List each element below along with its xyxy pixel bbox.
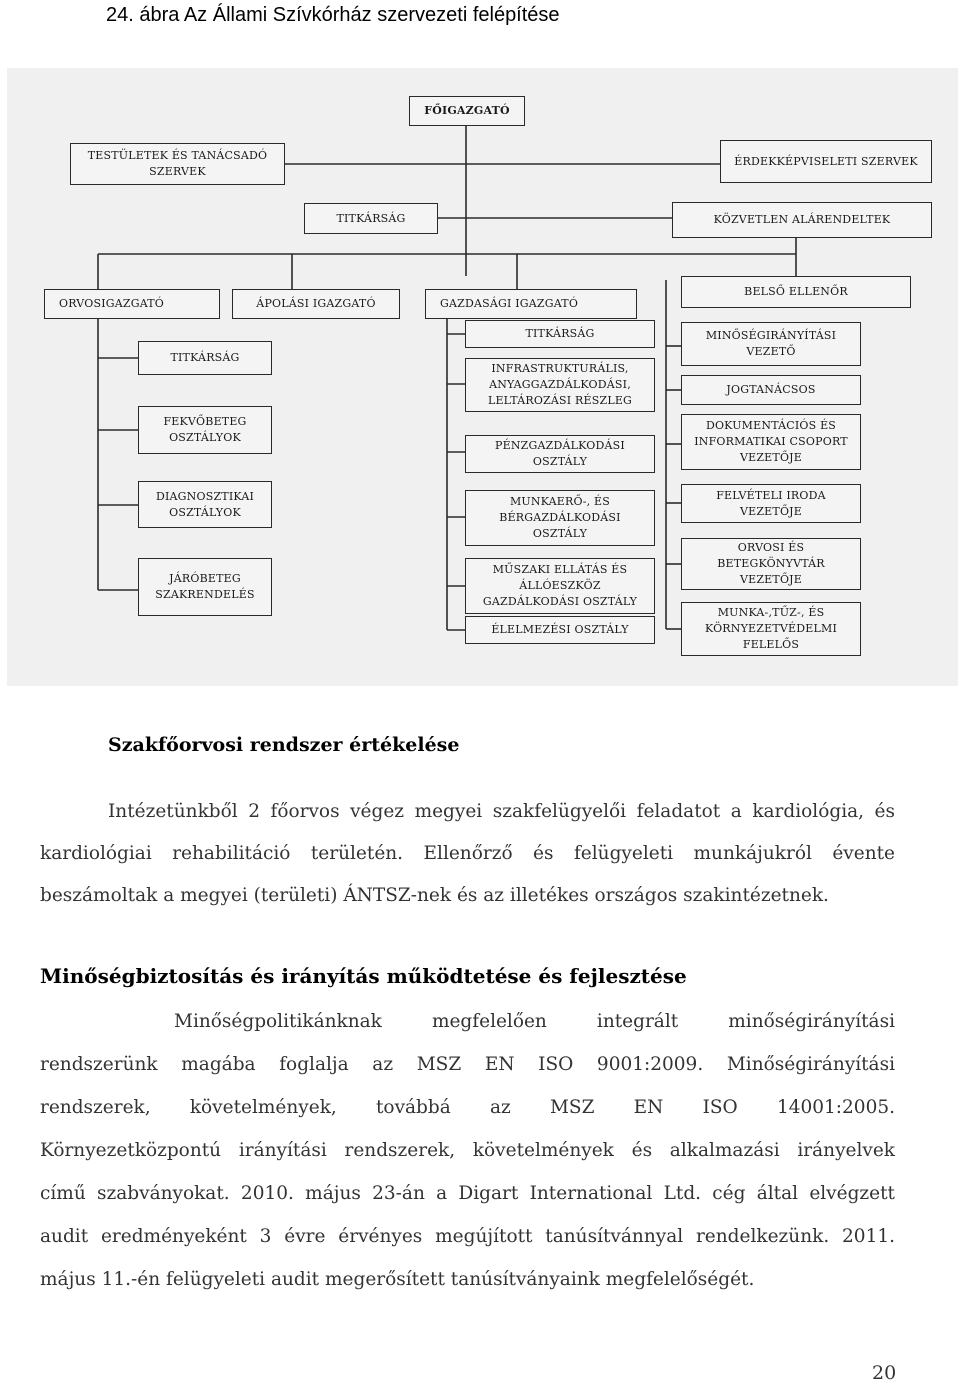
paragraph-minosegbiztositas — [40, 1010, 895, 1290]
box-munka-tuz: MUNKA-,TŰZ-, ÉS KÖRNYEZETVÉDELMI FELELŐS — [681, 602, 861, 656]
box-jogtanacsos: JOGTANÁCSOS — [681, 375, 861, 405]
box-penzgazdalkodasi: PÉNZGAZDÁLKODÁSI OSZTÁLY — [465, 435, 655, 473]
box-testuletek: TESTÜLETEK ÉS TANÁCSADÓ SZERVEK — [70, 143, 285, 185]
paragraph-line: című szabványokat. 2010. május 23-án a Digart International Ltd. cég által elvégzett — [40, 1183, 895, 1204]
paragraph-line: május 11.-én felügyeleti audit megerősített tanúsítványaink megfelelőségét. — [40, 1269, 755, 1290]
paragraph-szakfoorvosi — [40, 800, 895, 910]
box-apolasi-igazgato: ÁPOLÁSI IGAZGATÓ — [232, 289, 400, 319]
box-elelmezesi: ÉLELMEZÉSI OSZTÁLY — [465, 616, 655, 644]
paragraph-line: kardiológiai rehabilitáció területén. Ellenőrző és felügyeleti munkájukról évente — [40, 843, 895, 864]
box-titkarsag-left: TITKÁRSÁG — [138, 341, 272, 375]
paragraph-line: Intézetünkből 2 főorvos végez megyei szakfelügyelői feladatot a kardiológia, és — [108, 801, 895, 822]
box-kozvetlen-alarendeltek: KÖZVETLEN ALÁRENDELTEK — [672, 202, 932, 238]
box-jarobeteg: JÁRÓBETEG SZAKRENDELÉS — [138, 558, 272, 616]
paragraph-line: rendszerek, követelmények, továbbá az MSZ EN ISO 14001:2005. — [40, 1097, 895, 1118]
page-number: 20 — [872, 1362, 897, 1384]
paragraph-line: rendszerünk magába foglalja az MSZ EN ISO 9001:2009. Minőségirányítási — [40, 1054, 895, 1075]
box-titkarsag-mid: TITKÁRSÁG — [465, 320, 655, 348]
paragraph-line: Környezetközpontú irányítási rendszerek, követelmények és alkalmazási irányelvek — [40, 1140, 895, 1161]
paragraph-line: beszámoltak a megyei (területi) ÁNTSZ-nek és az illetékes országos szakintézetnek. — [40, 885, 829, 906]
box-erdekkepviseleti: ÉRDEKKÉPVISELETI SZERVEK — [720, 140, 932, 183]
box-minosegiranyitasi-vezeto: MINŐSÉGIRÁNYÍTÁSI VEZETŐ — [681, 322, 861, 366]
section-heading-minosegbiztositas: Minőségbiztosítás és irányítás működtetése és fejlesztése — [40, 964, 687, 988]
box-belso-ellenor: BELSŐ ELLENŐR — [681, 276, 911, 308]
box-fekvobeteg: FEKVŐBETEG OSZTÁLYOK — [138, 406, 272, 454]
section-heading-szakfoorvosi: Szakfőorvosi rendszer értékelése — [108, 734, 460, 756]
box-titkarsag-top: TITKÁRSÁG — [304, 203, 438, 234]
box-diagnosztikai: DIAGNOSZTIKAI OSZTÁLYOK — [138, 481, 272, 528]
box-orvosi-betegkonyvtar: ORVOSI ÉS BETEGKÖNYVTÁR VEZETŐJE — [681, 538, 861, 590]
paragraph-line: audit eredményeként 3 évre érvényes megújított tanúsítvánnyal rendelkezünk. 2011. — [40, 1226, 895, 1247]
box-dokumentacios: DOKUMENTÁCIÓS ÉS INFORMATIKAI CSOPORT VEZETŐJE — [681, 414, 861, 470]
box-infrastrukturalis: INFRASTRUKTURÁLIS, ANYAGGAZDÁLKODÁSI, LELTÁROZÁSI RÉSZLEG — [465, 358, 655, 412]
paragraph-line: Minőségpolitikánknak megfelelően integrált minőségirányítási — [174, 1011, 895, 1032]
org-chart — [7, 68, 958, 686]
box-gazdasagi-igazgato: GAZDASÁGI IGAZGATÓ — [425, 289, 637, 319]
box-munkaero: MUNKAERŐ-, ÉS BÉRGAZDÁLKODÁSI OSZTÁLY — [465, 490, 655, 546]
figure-caption: 24. ábra Az Állami Szívkórház szervezeti felépítése — [106, 4, 560, 26]
box-muszaki-ellatas: MŰSZAKI ELLÁTÁS ÉS ÁLLÓESZKÖZ GAZDÁLKODÁSI OSZTÁLY — [465, 558, 655, 614]
box-orvosigazgato: ORVOSIGAZGATÓ — [44, 289, 220, 319]
box-foigazgato: FŐIGAZGATÓ — [409, 96, 525, 126]
box-felveteli-iroda: FELVÉTELI IRODA VEZETŐJE — [681, 484, 861, 523]
